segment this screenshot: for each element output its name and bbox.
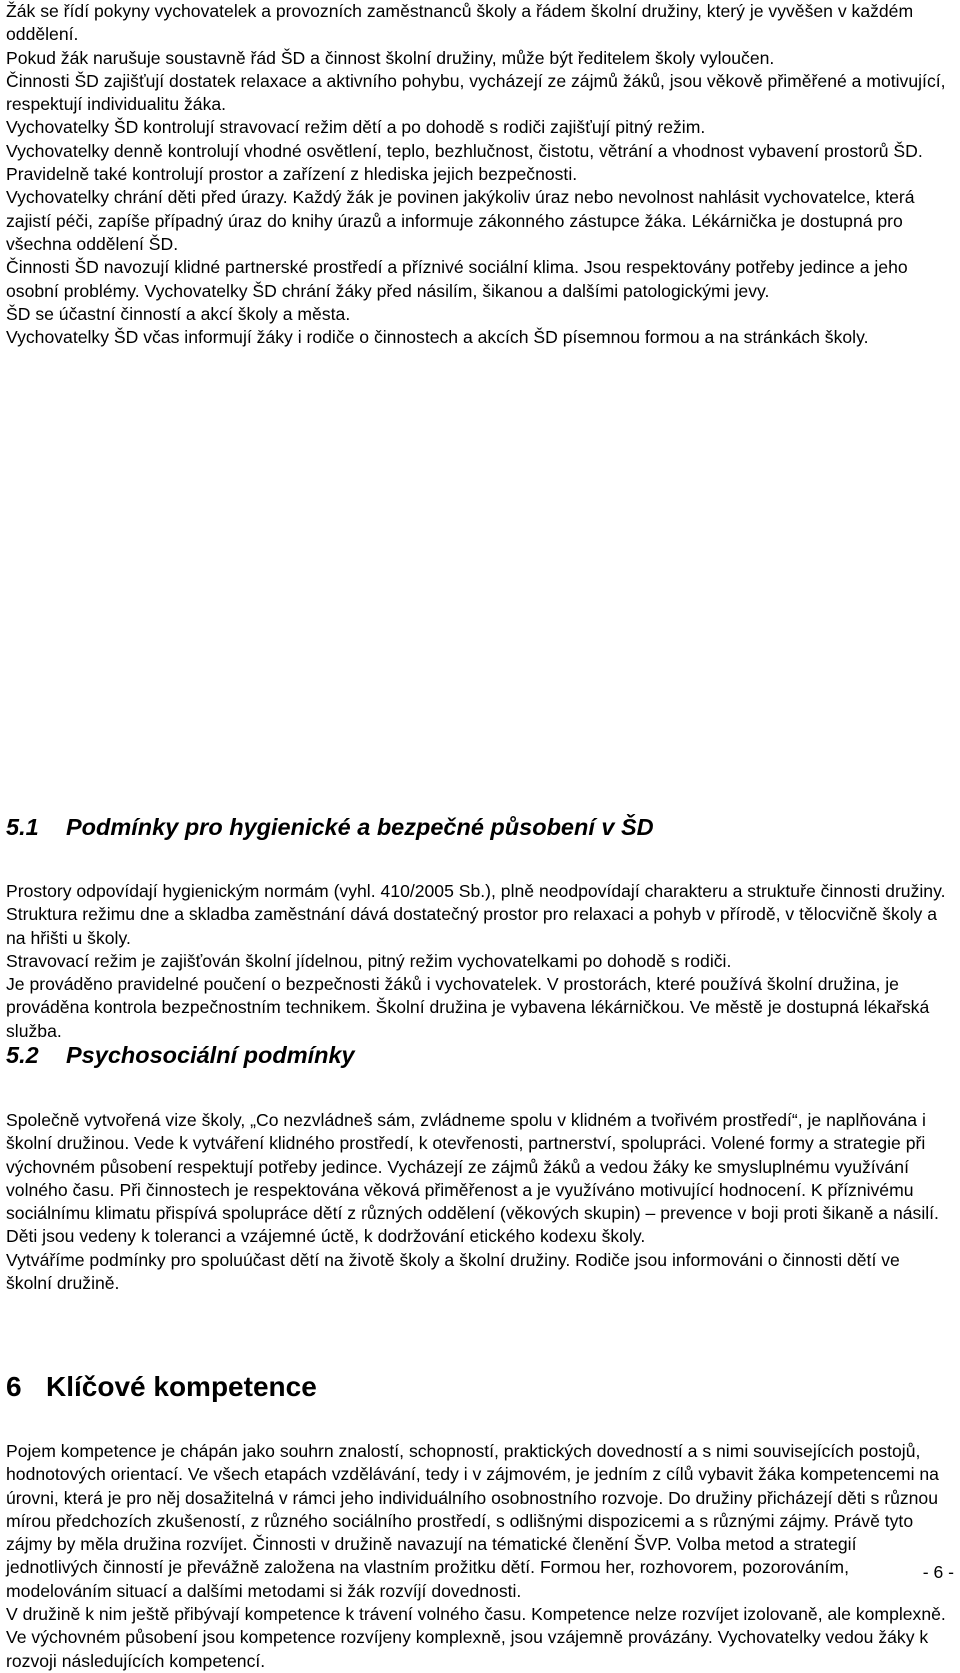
section-number: 5.1 xyxy=(6,814,39,840)
intro-text xyxy=(6,0,954,349)
chapter-number: 6 xyxy=(6,1371,22,1402)
paragraph: Vytváříme podmínky pro spoluúčast dětí na životě školy a školní družiny. Rodiče jsou informováni o činnosti dětí ve školní družině. xyxy=(6,1249,900,1294)
section-heading-5-1 xyxy=(6,814,654,841)
chapter-heading-6 xyxy=(6,1371,317,1403)
paragraph: Je prováděno pravidelné poučení o bezpečnosti žáků i vychovatelek. V prostorách, které používá školní družina, je prováděna kontrola bezpečnostním technikem. Školní družina je vybavena lékárničkou. Ve městě je dostupná lékařská služba. xyxy=(6,974,930,1041)
paragraph: Vychovatelky ŠD včas informují žáky i rodiče o činnostech a akcích ŠD písemnou formou a na stránkách školy. xyxy=(6,327,869,348)
section-title: Podmínky pro hygienické a bezpečné působení v ŠD xyxy=(66,814,654,840)
section-number: 5.2 xyxy=(6,1042,39,1068)
paragraph: Činnosti ŠD navozují klidné partnerské prostředí a příznivé sociální klima. Jsou respektovány potřeby jedince a jeho osobní problémy. Vychovatelky ŠD chrání žáky před násilím, šikanou a dalšími patologickými jevy. xyxy=(6,257,908,301)
paragraph: Vychovatelky denně kontrolují vhodné osvětlení, teplo, bezhlučnost, čistotu, větrání a vhodnost vybavení prostorů ŠD. Pravidelně také kontrolují prostor a zařízení z hlediska jejich bezpečnosti. xyxy=(6,140,923,185)
paragraph: Vychovatelky ŠD kontrolují stravovací režim dětí a po dohodě s rodiči zajišťují pitný režim. xyxy=(6,117,706,138)
section-5-1-text xyxy=(6,880,954,1043)
paragraph: Pojem kompetence je chápán jako souhrn znalostí, schopností, praktických dovedností a s nimi souvisejících postojů, hodnotových orientací. Ve všech etapách vzdělávání, tedy i v zájmovém, je jedním z cílů vybavit žáka kompetencemi na úrovni, která je pro něj dosažitelná v rámci jeho individuálního osobnostního rozvoje. Do družiny přicházejí děti s různou mírou předchozích zkušeností, z různého sociálního prostředí, s odlišnými dispozicemi a s různými zájmy. Právě tyto zájmy by měla družina rozvíjet. Činnosti v družině navazují na tématické členění ŠVP. Volba metod a strategií jednotlivých činností je převážně založena na vlastním prožitku dětí. Formou her, rozhovorem, pozorováním, modelováním situací a dalšími metodami si žák rozvíjí dovednosti. xyxy=(6,1441,939,1601)
paragraph: Stravovací režim je zajišťován školní jídelnou, pitný režim vychovatelkami po dohodě s rodiči. xyxy=(6,950,732,971)
paragraph: ŠD se účastní činností a akcí školy a města. xyxy=(6,303,351,324)
section-title: Psychosociální podmínky xyxy=(66,1042,355,1068)
paragraph: Společně vytvořená vize školy, „Co nezvládneš sám, zvládneme spolu v klidném a tvořivém prostředí“, je naplňována i školní družinou. Vede k vytváření klidného prostředí, k otevřenosti, partnerství, spolupráci. Volené formy a strategie při výchovném působení respektují potřeby jedince. Vycházejí ze zájmů žáků a vedou žáky ke smysluplnému využívání volného času. Při činnostech je respektována věková přiměřenost a je využíváno motivující hodnocení. K příznivému sociálnímu klimatu přispívá spolupráce dětí z různých oddělení (věkových skupin) – prevence v boji proti šikaně a násilí. Děti jsou vedeny k toleranci a vzájemné úctě, k dodržování etického kodexu školy. xyxy=(6,1110,939,1247)
paragraph: Žák se řídí pokyny vychovatelek a provozních zaměstnanců školy a řádem školní družiny, který je vyvěšen v každém oddělení. xyxy=(6,1,914,45)
section-6-text xyxy=(6,1440,954,1673)
paragraph: Struktura režimu dne a skladba zaměstnání dává dostatečný prostor pro relaxaci a pohyb v přírodě, v tělocvičně školy a na hřišti u školy. xyxy=(6,904,937,948)
paragraph: Prostory odpovídají hygienickým normám (vyhl. 410/2005 Sb.), plně neodpovídají charakteru a struktuře činnosti družiny. xyxy=(6,881,946,901)
section-heading-5-2 xyxy=(6,1042,355,1069)
paragraph: Činnosti ŠD zajišťují dostatek relaxace a aktivního pohybu, vycházejí ze zájmů žáků, jsou věkově přiměřené a motivující, respektují individualitu žáka. xyxy=(6,70,946,115)
paragraph: V družině k nim ještě přibývají kompetence k trávení volného času. Kompetence nelze rozvíjet izolovaně, ale komplexně. Ve výchovném působení jsou kompetence rozvíjeny komplexně, jsou vzájemně provázány. Vychovatelky vedou žáky k rozvoji následujících kompetencí. xyxy=(6,1604,946,1671)
chapter-title: Klíčové kompetence xyxy=(46,1371,317,1402)
page-number: - 6 - xyxy=(922,1562,954,1582)
section-5-2-text xyxy=(6,1109,954,1295)
paragraph: Vychovatelky chrání děti před úrazy. Každý žák je povinen jakýkoliv úraz nebo nevolnost nahlásit vychovatelce, která zajistí péči, zapíše případný úraz do knihy úrazů a informuje zákonného zástupce žáka. Lékárnička je dostupná pro všechna oddělení ŠD. xyxy=(6,187,915,254)
paragraph: Pokud žák narušuje soustavně řád ŠD a činnost školní družiny, může být ředitelem školy vyloučen. xyxy=(6,47,775,68)
